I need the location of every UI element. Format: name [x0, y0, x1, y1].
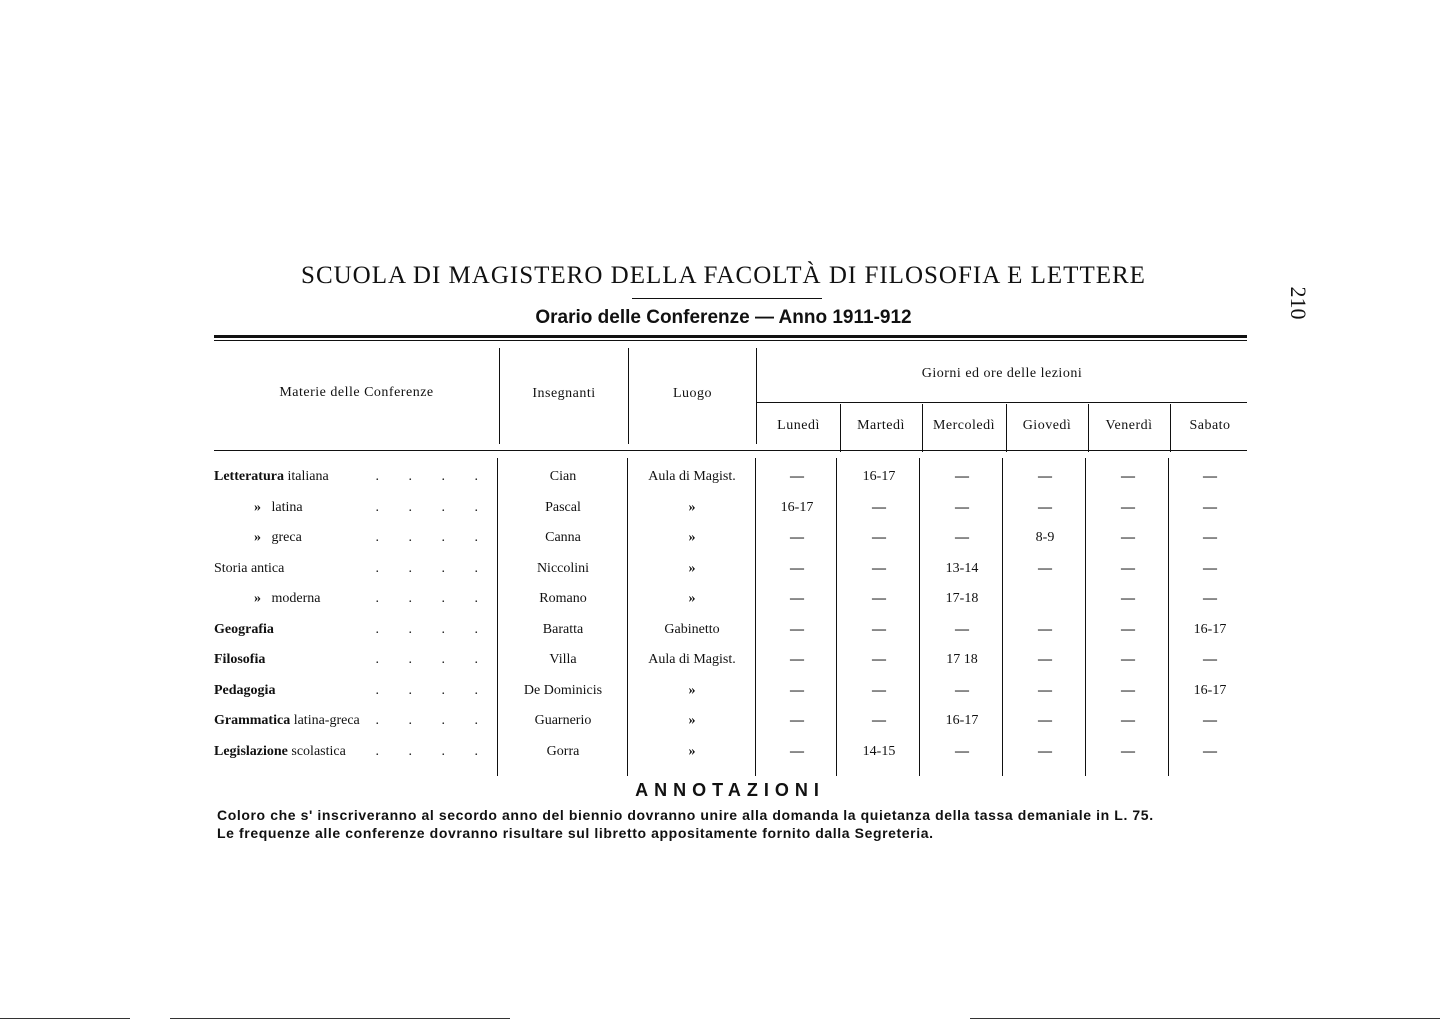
cell-saturday: — — [1203, 530, 1217, 545]
header-subject: Materie delle Conferenze — [279, 385, 434, 400]
cell-saturday: — — [1203, 652, 1217, 667]
subject-lead: » — [254, 530, 261, 545]
leader-dots: . . . . — [375, 530, 491, 545]
cell-thursday: 8-9 — [1035, 530, 1055, 545]
cell-teacher: Romano — [539, 591, 587, 606]
col-divider — [756, 348, 757, 444]
cell-wednesday: — — [955, 469, 969, 484]
cell-teacher: Pascal — [545, 500, 581, 515]
header-bottom-rule — [214, 450, 1247, 451]
bottom-rule — [170, 1018, 510, 1019]
leader-dots: . . . . — [375, 561, 491, 576]
cell-monday: — — [790, 469, 804, 484]
cell-place: Aula di Magist. — [648, 652, 736, 667]
cell-place: » — [688, 591, 696, 606]
annotation-line: Le frequenze alle conferenze dovranno risultare sul libretto appositamente fornito dalla Segreteria. — [217, 825, 934, 841]
cell-wednesday: 17 18 — [946, 652, 978, 667]
cell-teacher: Baratta — [542, 622, 584, 637]
cell-tuesday: — — [872, 591, 886, 606]
cell-subject — [214, 713, 499, 729]
title-divider — [632, 298, 822, 299]
cell-friday: — — [1121, 530, 1135, 545]
cell-monday: — — [790, 530, 804, 545]
cell-monday: — — [790, 683, 804, 698]
cell-subject — [214, 561, 499, 577]
cell-friday: — — [1121, 500, 1135, 515]
cell-teacher: De Dominicis — [523, 683, 603, 698]
leader-dots: . . . . — [375, 591, 491, 606]
subject-lead: Grammatica — [214, 713, 291, 728]
col-divider — [1170, 404, 1171, 452]
cell-friday: — — [1121, 591, 1135, 606]
cell-tuesday: — — [872, 713, 886, 728]
cell-place: » — [688, 530, 696, 545]
header-teacher: Insegnanti — [532, 386, 596, 401]
cell-wednesday: 16-17 — [945, 713, 979, 728]
cell-tuesday: — — [872, 622, 886, 637]
leader-dots: . . . . — [375, 744, 491, 759]
cell-saturday: 16-17 — [1193, 683, 1227, 698]
cell-saturday: — — [1203, 713, 1217, 728]
cell-wednesday: — — [955, 744, 969, 759]
cell-tuesday: — — [872, 530, 886, 545]
cell-thursday: — — [1038, 744, 1052, 759]
cell-wednesday: — — [955, 622, 969, 637]
page-title: SCUOLA DI MAGISTERO DELLA FACOLTÀ DI FILOSOFIA E LETTERE — [301, 262, 1146, 289]
leader-dots: . . . . — [375, 500, 491, 515]
cell-thursday: — — [1038, 469, 1052, 484]
cell-wednesday: — — [955, 683, 969, 698]
cell-place: Gabinetto — [664, 622, 720, 637]
cell-place: » — [688, 744, 696, 759]
cell-friday: — — [1121, 744, 1135, 759]
header-day-wednesday: Mercoledì — [932, 418, 996, 433]
cell-monday: — — [790, 561, 804, 576]
cell-friday: — — [1121, 561, 1135, 576]
cell-subject — [214, 469, 499, 485]
cell-thursday: — — [1038, 561, 1052, 576]
cell-subject — [214, 622, 499, 638]
leader-dots: . . . . — [375, 652, 491, 667]
cell-subject — [214, 652, 499, 668]
subject-name: scolastica — [287, 744, 346, 759]
cell-teacher: Canna — [545, 530, 581, 545]
cell-saturday: 16-17 — [1193, 622, 1227, 637]
cell-saturday: — — [1203, 469, 1217, 484]
subject-lead: Filosofia — [214, 652, 266, 667]
cell-thursday: — — [1038, 500, 1052, 515]
header-day-tuesday: Martedì — [857, 418, 905, 433]
col-divider — [628, 348, 629, 444]
subject-lead: Geografia — [214, 622, 274, 637]
subject-lead: Legislazione — [214, 744, 288, 759]
leader-dots: . . . . — [375, 713, 491, 728]
cell-friday: — — [1121, 469, 1135, 484]
cell-place: » — [688, 561, 696, 576]
cell-friday: — — [1121, 652, 1135, 667]
cell-monday: — — [790, 713, 804, 728]
header-day-monday: Lunedì — [777, 418, 820, 433]
cell-friday: — — [1121, 713, 1135, 728]
cell-saturday: — — [1203, 561, 1217, 576]
subject-name: italiana — [283, 469, 329, 484]
header-day-thursday: Giovedì — [1022, 418, 1072, 433]
cell-tuesday: — — [872, 561, 886, 576]
cell-monday: 16-17 — [780, 500, 814, 515]
bottom-rule — [970, 1018, 1440, 1019]
cell-monday: — — [790, 744, 804, 759]
subject-name: Storia antica — [214, 561, 285, 576]
cell-subject — [214, 500, 499, 516]
cell-subject — [214, 530, 499, 546]
cell-tuesday: 14-15 — [862, 744, 896, 759]
cell-place: Aula di Magist. — [648, 469, 736, 484]
cell-monday: — — [790, 652, 804, 667]
cell-place: » — [688, 683, 696, 698]
col-divider — [499, 348, 500, 444]
subject-lead: » — [254, 591, 261, 606]
cell-teacher: Guarnerio — [534, 713, 592, 728]
header-day-friday: Venerdì — [1105, 418, 1153, 433]
page-number: 210 — [1286, 286, 1311, 320]
cell-tuesday: — — [872, 500, 886, 515]
header-day-saturday: Sabato — [1189, 418, 1231, 433]
cell-saturday: — — [1203, 500, 1217, 515]
subject-name: latina — [261, 500, 303, 515]
header-days-rule — [757, 402, 1247, 403]
subject-name: moderna — [261, 591, 321, 606]
col-divider — [922, 404, 923, 452]
cell-thursday: — — [1038, 683, 1052, 698]
cell-saturday: — — [1203, 591, 1217, 606]
cell-wednesday: — — [955, 500, 969, 515]
col-divider — [840, 404, 841, 452]
cell-teacher: Villa — [549, 652, 577, 667]
cell-subject — [214, 744, 499, 760]
col-divider — [1006, 404, 1007, 452]
cell-tuesday: — — [872, 652, 886, 667]
cell-tuesday: — — [872, 683, 886, 698]
col-divider — [1088, 404, 1089, 452]
cell-teacher: Cian — [549, 469, 577, 484]
cell-subject — [214, 591, 499, 607]
subject-name: latina-greca — [290, 713, 360, 728]
annotation-line: Coloro che s' inscriveranno al secordo anno del biennio dovranno unire alla domanda la quietanza della tassa demaniale in L. 75. — [217, 807, 1154, 823]
subject-lead: Pedagogia — [214, 683, 276, 698]
subject-lead: » — [254, 500, 261, 515]
subject-name: greca — [261, 530, 302, 545]
cell-teacher: Niccolini — [536, 561, 590, 576]
cell-thursday: — — [1038, 713, 1052, 728]
cell-wednesday: — — [955, 530, 969, 545]
cell-place: » — [688, 713, 696, 728]
cell-friday: — — [1121, 683, 1135, 698]
bottom-rule — [0, 1018, 130, 1019]
cell-wednesday: 17-18 — [945, 591, 979, 606]
cell-tuesday: 16-17 — [862, 469, 896, 484]
cell-monday: — — [790, 622, 804, 637]
cell-thursday: — — [1038, 622, 1052, 637]
cell-saturday: — — [1203, 744, 1217, 759]
cell-teacher: Gorra — [546, 744, 580, 759]
subject-lead: Letteratura — [214, 469, 284, 484]
page-subtitle: Orario delle Conferenze — Anno 1911-912 — [535, 307, 912, 328]
leader-dots: . . . . — [375, 622, 491, 637]
cell-wednesday: 13-14 — [945, 561, 979, 576]
table-top-rule-thin — [214, 340, 1247, 341]
cell-friday: — — [1121, 622, 1135, 637]
header-days-group: Giorni ed ore delle lezioni — [921, 366, 1083, 381]
table-top-rule — [214, 335, 1247, 338]
leader-dots: . . . . — [375, 683, 491, 698]
annotations-title: ANNOTAZIONI — [635, 780, 825, 800]
header-place: Luogo — [672, 386, 713, 401]
cell-monday: — — [790, 591, 804, 606]
cell-thursday: — — [1038, 652, 1052, 667]
leader-dots: . . . . — [375, 469, 491, 484]
cell-subject — [214, 683, 499, 699]
cell-place: » — [688, 500, 696, 515]
